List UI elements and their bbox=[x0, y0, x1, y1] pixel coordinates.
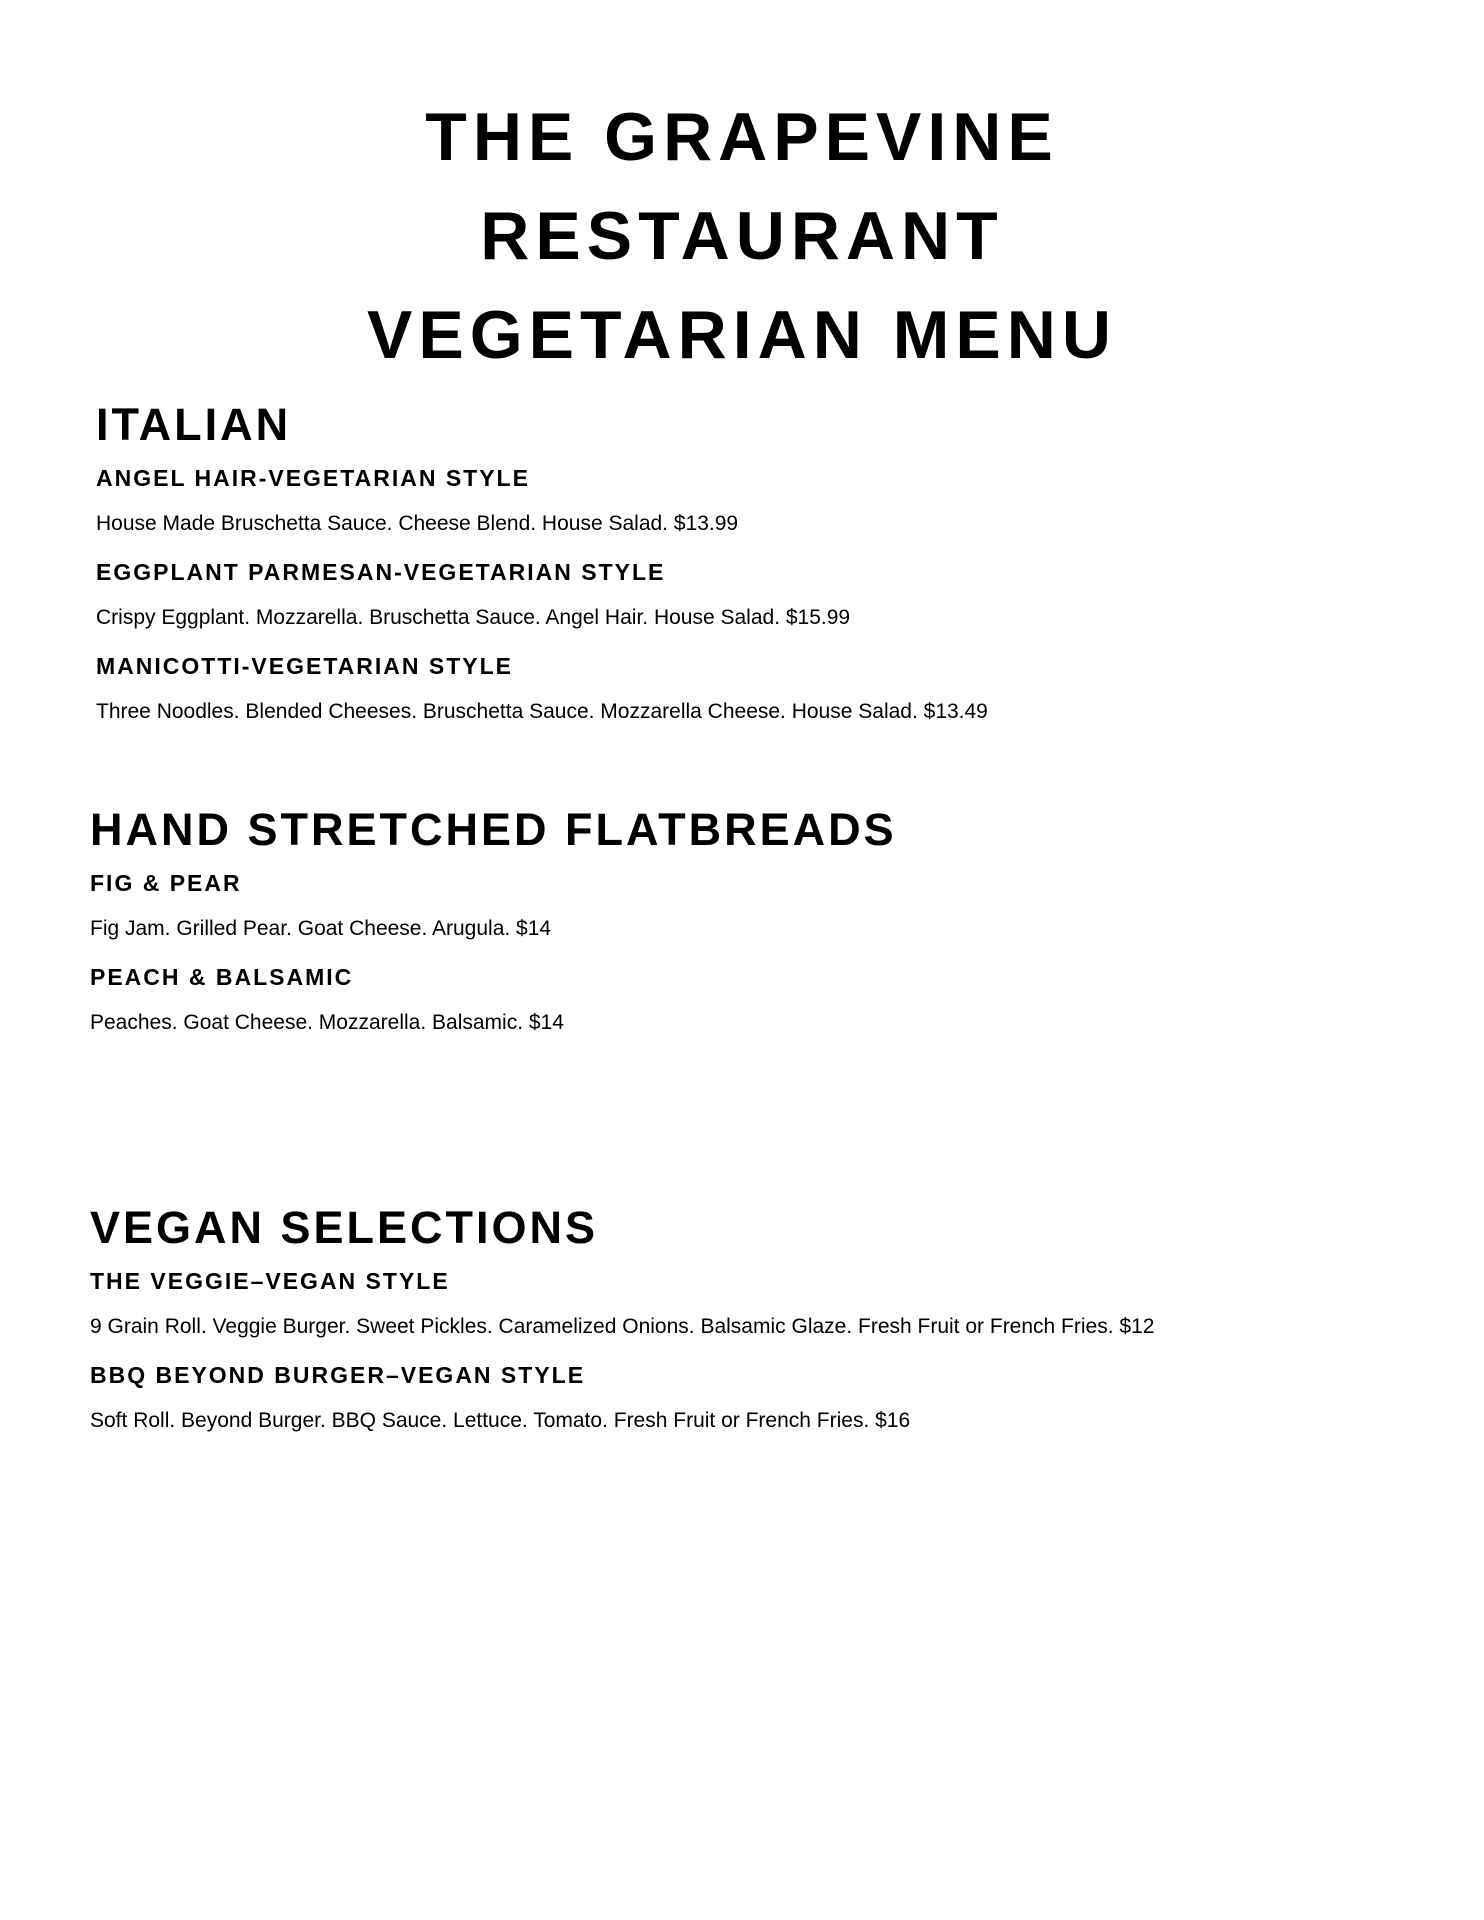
menu-title bbox=[0, 88, 1484, 385]
item-name: ANGEL HAIR-VEGETARIAN STYLE bbox=[96, 465, 530, 491]
menu-item bbox=[96, 651, 988, 727]
section-heading: VEGAN SELECTIONS bbox=[90, 1202, 599, 1253]
menu-item bbox=[90, 1266, 1154, 1342]
menu-item bbox=[96, 463, 988, 539]
section-heading: HAND STRETCHED FLATBREADS bbox=[90, 804, 897, 855]
menu-item bbox=[96, 557, 988, 633]
section-flatbreads bbox=[90, 803, 897, 1038]
menu-item bbox=[90, 868, 897, 944]
section-vegan bbox=[90, 1201, 1154, 1436]
item-description: Three Noodles. Blended Cheeses. Bruschetta Sauce. Mozzarella Cheese. House Salad. $13.49 bbox=[96, 700, 988, 723]
title-line-restaurant: RESTAURANT bbox=[480, 198, 1004, 274]
item-description: House Made Bruschetta Sauce. Cheese Blend. House Salad. $13.99 bbox=[96, 512, 739, 535]
item-name: THE VEGGIE–VEGAN STYLE bbox=[90, 1268, 450, 1294]
section-italian bbox=[96, 398, 988, 727]
item-name: PEACH & BALSAMIC bbox=[90, 964, 354, 990]
title-line-restaurant-name: THE GRAPEVINE bbox=[425, 99, 1059, 175]
item-description: 9 Grain Roll. Veggie Burger. Sweet Pickles. Caramelized Onions. Balsamic Glaze. Fresh Fruit or French Fries. $12 bbox=[90, 1315, 1155, 1338]
item-description: Crispy Eggplant. Mozzarella. Bruschetta Sauce. Angel Hair. House Salad. $15.99 bbox=[96, 606, 851, 629]
section-heading: ITALIAN bbox=[96, 399, 292, 450]
item-name: EGGPLANT PARMESAN-VEGETARIAN STYLE bbox=[96, 559, 666, 585]
item-name: FIG & PEAR bbox=[90, 870, 242, 896]
title-line-menu-type: VEGETARIAN MENU bbox=[367, 297, 1117, 373]
menu-item bbox=[90, 1360, 1154, 1436]
item-description: Fig Jam. Grilled Pear. Goat Cheese. Arugula. $14 bbox=[90, 917, 552, 940]
item-name: BBQ BEYOND BURGER–VEGAN STYLE bbox=[90, 1362, 586, 1388]
item-description: Soft Roll. Beyond Burger. BBQ Sauce. Lettuce. Tomato. Fresh Fruit or French Fries. $16 bbox=[90, 1409, 911, 1432]
menu-item bbox=[90, 962, 897, 1038]
item-name: MANICOTTI-VEGETARIAN STYLE bbox=[96, 653, 514, 679]
item-description: Peaches. Goat Cheese. Mozzarella. Balsamic. $14 bbox=[90, 1011, 564, 1034]
